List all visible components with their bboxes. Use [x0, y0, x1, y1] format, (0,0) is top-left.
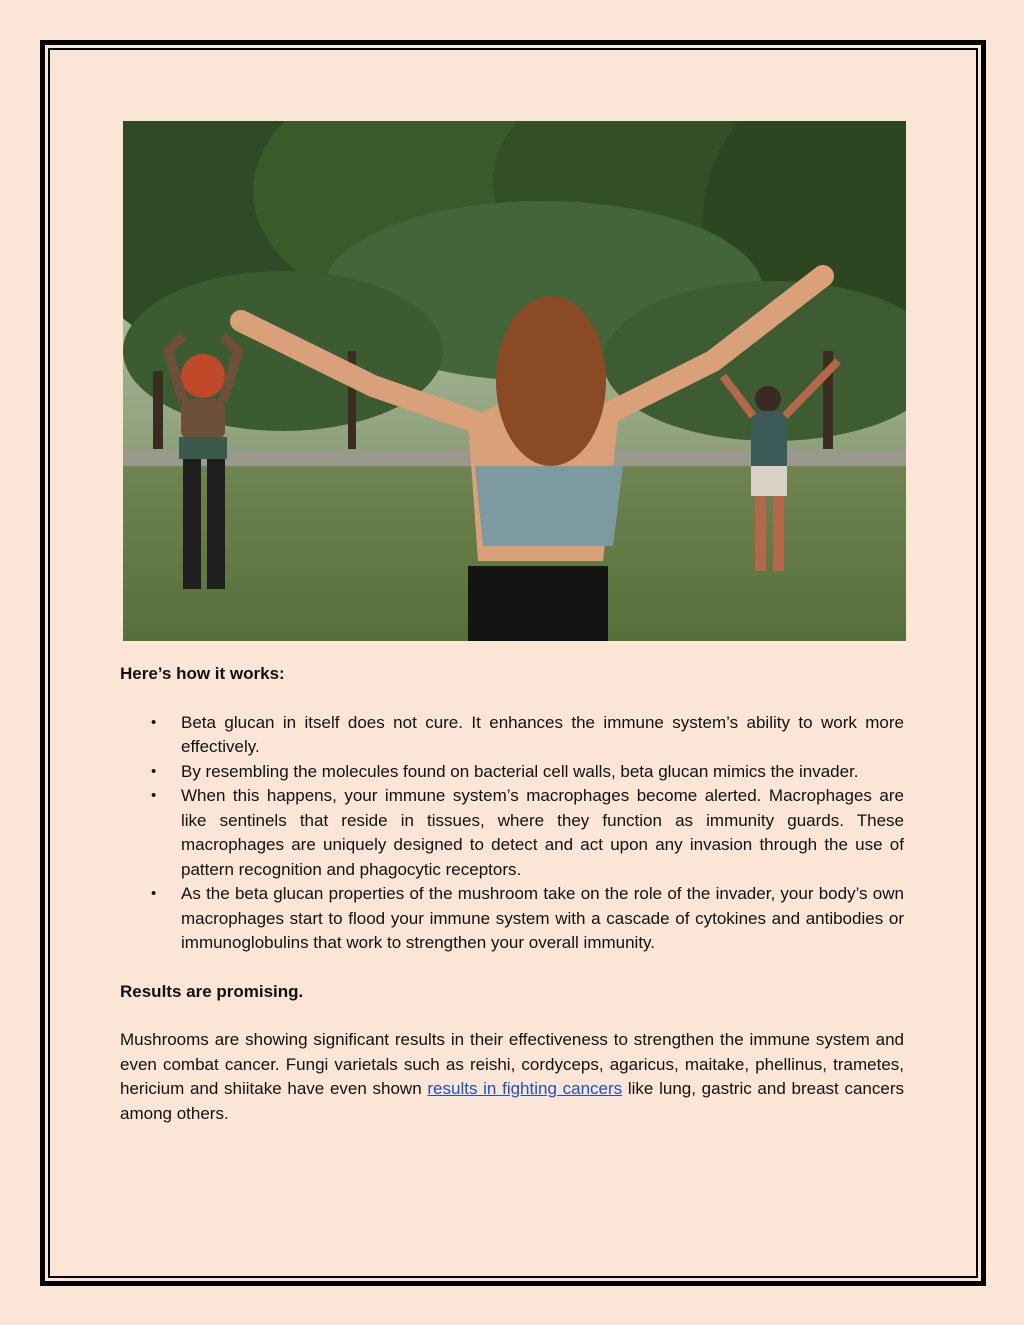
how-it-works-list: [120, 711, 904, 956]
results-text-before-link: Mushrooms are showing significant results in their effectiveness to strengthen the immune system and even combat cancer. Fungi varietals such as reishi, cordyceps, agaricus, maitake, phellinus, trametes, hericium and shiitake have even shown: [120, 1030, 904, 1098]
list-item: • When this happens, your immune system’s macrophages become alerted. Macrophages are like sentinels that reside in tissues, where they function as immunity guards. These macrophages are uniquely designed to detect and act upon any invasion through the use of pattern recognition and phagocytic receptors.: [120, 784, 904, 882]
exercise-photo: [123, 121, 906, 641]
results-heading: Results are promising.: [120, 981, 304, 1001]
results-in-fighting-cancers-link[interactable]: results in fighting cancers: [427, 1079, 623, 1098]
article-content: [120, 662, 904, 1126]
results-paragraph: [120, 1028, 904, 1126]
how-it-works-heading: Here’s how it works:: [120, 664, 285, 683]
list-item: • As the beta glucan properties of the mushroom take on the role of the invader, your body’s own macrophages start to flood your immune system with a cascade of cytokines and antibodies or immunoglobulins that work to strengthen your overall immunity.: [120, 882, 904, 956]
list-item: • By resembling the molecules found on bacterial cell walls, beta glucan mimics the invader.: [120, 760, 904, 785]
results-text-after-link: like lung, gastric and breast cancers among others.: [120, 1079, 904, 1123]
list-item: • Beta glucan in itself does not cure. It enhances the immune system’s ability to work more effectively.: [120, 711, 904, 760]
